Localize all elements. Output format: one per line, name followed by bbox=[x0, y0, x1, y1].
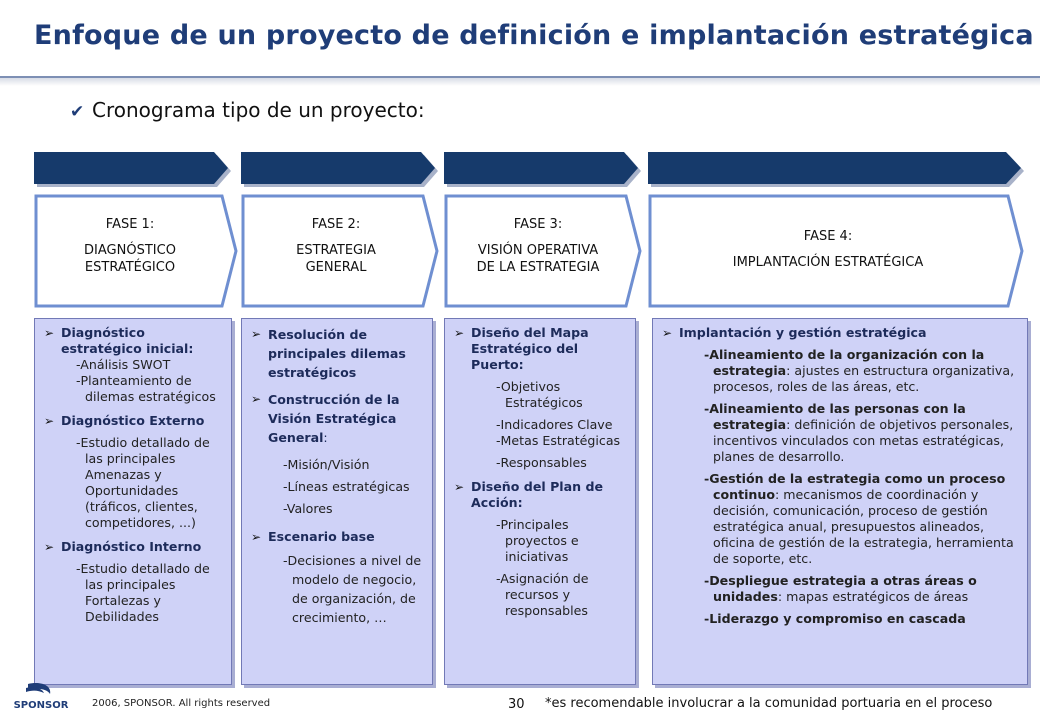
sub-item-text: : mecanismos de coordinación y decisión, comunicación, proceso de gestión estratégica anual, presupuestos alineados, oficina de gestión de la estrategia, herramienta de soporte, etc. bbox=[713, 487, 1014, 566]
bullet-item bbox=[250, 390, 426, 447]
sub-item-bold: -Gestión de la estrategia como un proceso continuo bbox=[704, 471, 1006, 502]
phase-1-name-line: ESTRATÉGICO bbox=[84, 260, 176, 275]
bullet-item: ➢ Resolución de principales dilemas estratégicos bbox=[250, 325, 426, 382]
phase-2-name-line: ESTRATEGIA bbox=[296, 243, 376, 258]
sub-item-bold: -Alineamiento de la organización con la estrategia bbox=[704, 347, 985, 378]
sub-item: -Valores bbox=[283, 501, 333, 516]
sub-item bbox=[661, 401, 1021, 465]
sub-item: -Estudio detallado de las principales Amenazas y Oportunidades (tráficos, clientes, competidores, ...) bbox=[76, 435, 210, 530]
phase-3-number: FASE 3: bbox=[513, 217, 563, 232]
bullet-text-suffix: : bbox=[323, 430, 328, 445]
phase-2-details bbox=[241, 318, 433, 685]
copyright: 2006, SPONSOR. All rights reserved bbox=[92, 698, 271, 709]
sub-item: -Principales proyectos e iniciativas bbox=[496, 517, 579, 564]
subtitle-text: Cronograma tipo de un proyecto: bbox=[92, 98, 425, 122]
sub-item: -Análisis SWOT bbox=[76, 357, 171, 372]
bullet-item: ➢ Escenario base bbox=[250, 529, 426, 545]
footnote: *es recomendable involucrar a la comunidad portuaria en el proceso bbox=[545, 696, 993, 711]
bullet-item: ➢ Diagnóstico Externo bbox=[43, 413, 225, 429]
phase-1-chevron bbox=[34, 152, 234, 188]
bullet-item: ➢ Implantación y gestión estratégica bbox=[661, 325, 1021, 341]
page-number: 30 bbox=[508, 697, 525, 712]
sub-item bbox=[661, 471, 1021, 567]
sub-item: -Metas Estratégicas bbox=[496, 433, 621, 448]
phase-4-name-line: IMPLANTACIÓN ESTRATÉGICA bbox=[732, 255, 924, 270]
sub-item: -Decisiones a nivel de modelo de negocio, de organización, de crecimiento, … bbox=[283, 553, 422, 625]
sub-item: -Líneas estratégicas bbox=[283, 479, 410, 494]
phase-3-details bbox=[444, 318, 636, 685]
page-title: Enfoque de un proyecto de definición e implantación estratégica bbox=[34, 20, 1034, 51]
phase-3-label bbox=[446, 216, 630, 276]
phase-4-details bbox=[652, 318, 1028, 685]
phase-4-number: FASE 4: bbox=[803, 229, 853, 244]
phase-3-name-line: VISIÓN OPERATIVA bbox=[477, 243, 599, 258]
title-divider-shadow bbox=[0, 78, 1040, 86]
sub-item-bold: -Liderazgo y compromiso en cascada bbox=[704, 611, 966, 626]
sub-item: -Planteamiento de dilemas estratégicos bbox=[76, 373, 216, 404]
phase-2-label bbox=[246, 216, 426, 276]
phase-4-chevron bbox=[648, 152, 1028, 188]
logo-wordmark: SPONSOR bbox=[13, 700, 69, 711]
sub-item-text: : mapas estratégicos de áreas bbox=[777, 589, 969, 604]
phase-3-chevron bbox=[444, 152, 644, 188]
sub-item-bold: -Despliegue estrategia a otras áreas o unidades bbox=[704, 573, 977, 604]
phase-1-details bbox=[34, 318, 232, 685]
sub-item: -Misión/Visión bbox=[283, 457, 370, 472]
sub-item: -Indicadores Clave bbox=[496, 417, 613, 432]
phase-1-label bbox=[40, 216, 220, 276]
bullet-item: ➢ Diagnóstico estratégico inicial: bbox=[43, 325, 225, 357]
bullet-item: ➢ Diseño del Plan de Acción: bbox=[453, 479, 629, 511]
sub-item-bold: -Alineamiento de las personas con la estrategia bbox=[704, 401, 966, 432]
phase-1-number: FASE 1: bbox=[105, 217, 155, 232]
sub-item-text: : definición de objetivos personales, incentivos vinculados con metas estratégicas, planes de desarrollo. bbox=[713, 417, 1014, 464]
sub-item: -Estudio detallado de las principales Fortalezas y Debilidades bbox=[76, 561, 210, 624]
phase-3-name-line: DE LA ESTRATEGIA bbox=[476, 260, 600, 275]
sub-item bbox=[661, 573, 1021, 605]
section-subtitle bbox=[70, 98, 425, 122]
checkmark-icon: ✔ bbox=[70, 102, 85, 122]
phase-2-name-line: GENERAL bbox=[305, 260, 367, 275]
sub-item: -Responsables bbox=[496, 455, 587, 470]
phase-2-chevron bbox=[241, 152, 441, 188]
phase-4-label bbox=[660, 228, 996, 271]
bullet-item: ➢ Diagnóstico Interno bbox=[43, 539, 225, 555]
phase-1-name-line: DIAGNÓSTICO bbox=[84, 243, 176, 258]
phase-2-number: FASE 2: bbox=[311, 217, 361, 232]
sponsor-logo bbox=[6, 682, 76, 714]
sub-item bbox=[661, 347, 1021, 395]
sub-item: -Asignación de recursos y responsables bbox=[496, 571, 589, 618]
sub-item: -Objetivos Estratégicos bbox=[496, 379, 583, 410]
bullet-text: Construcción de la Visión Estratégica General bbox=[268, 392, 400, 445]
sub-item-text: : ajustes en estructura organizativa, procesos, roles de las áreas, etc. bbox=[713, 363, 1015, 394]
bullet-item: ➢ Diseño del Mapa Estratégico del Puerto: bbox=[453, 325, 629, 373]
sub-item bbox=[661, 611, 1021, 627]
